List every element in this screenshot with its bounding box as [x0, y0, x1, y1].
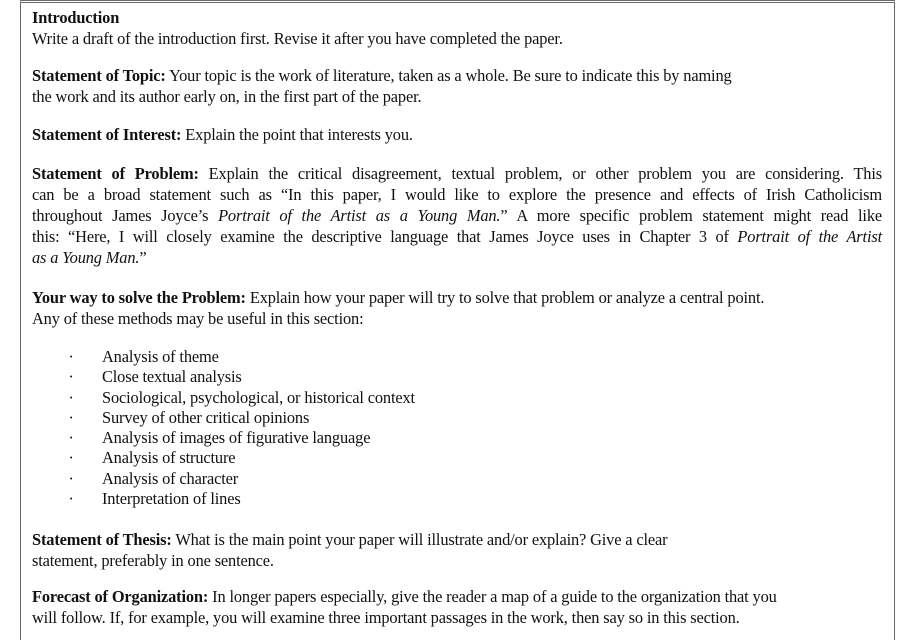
bullet-icon: ·: [68, 489, 74, 509]
forecast-of-organization-heading: Forecast of Organization:: [32, 587, 209, 607]
bullet-icon: ·: [68, 448, 74, 468]
method-label: Survey of other critical opinions: [102, 407, 310, 427]
method-label: Analysis of theme: [102, 347, 219, 366]
statement-of-thesis-text-line-1: What is the main point your paper will illustrate and/or explain? Give a clear: [175, 530, 668, 550]
statement-of-interest-text: Explain the point that interests you.: [185, 125, 413, 144]
introduction-heading: Introduction: [32, 8, 120, 27]
statement-of-problem-text-line-2: can be a broad statement such as “In this paper, I would like to explore the presence and effects of Irish Catholicism: [32, 185, 882, 204]
book-title-part-2: as a Young Man.: [32, 248, 140, 267]
bullet-icon: ·: [68, 387, 74, 407]
statement-of-problem-line-5-suffix: ”: [139, 248, 147, 267]
statement-of-topic-text-line-1: Your topic is the work of literature, taken as a whole. Be sure to indicate this by naming: [169, 66, 732, 85]
document-body: [32, 7, 882, 628]
method-label: Analysis of character: [102, 468, 239, 488]
statement-of-problem-heading: Statement of Problem:: [32, 164, 199, 183]
list-item: [32, 388, 882, 408]
bullet-icon: ·: [68, 428, 74, 448]
list-item: [32, 428, 882, 448]
way-to-solve-problem-heading: Your way to solve the Problem:: [32, 288, 246, 307]
statement-of-problem-section: [32, 163, 882, 268]
list-item: [32, 408, 882, 428]
statement-of-problem-line-3-suffix: ” A more specific problem statement might read like: [500, 206, 882, 225]
statement-of-problem-text-line-1: Explain the critical disagreement, textual problem, or other problem you are considering. This: [208, 164, 882, 183]
forecast-of-organization-text-line-1: In longer papers especially, give the reader a map of a guide to the organization that you: [212, 587, 777, 607]
bullet-icon: ·: [68, 407, 74, 427]
statement-of-topic-heading: Statement of Topic:: [32, 66, 166, 85]
statement-of-thesis-section: [32, 529, 882, 571]
forecast-of-organization-section: [32, 586, 882, 628]
list-item: [32, 347, 882, 367]
statement-of-thesis-text-line-2: statement, preferably in one sentence.: [32, 551, 274, 571]
forecast-of-organization-text-line-2: will follow. If, for example, you will examine three important passages in the work, then say so in this section.: [32, 608, 740, 628]
bullet-icon: ·: [68, 468, 74, 488]
statement-of-problem-line-3-prefix: throughout James Joyce’s: [32, 206, 219, 225]
statement-of-thesis-heading: Statement of Thesis:: [32, 530, 172, 550]
bullet-icon: ·: [68, 367, 74, 387]
introduction-text: Write a draft of the introduction first. Revise it after you have completed the paper.: [32, 29, 563, 48]
statement-of-interest-section: [32, 124, 882, 145]
statement-of-problem-text-line-5: [32, 247, 882, 268]
statement-of-topic-text-line-2: the work and its author early on, in the first part of the paper.: [32, 87, 422, 106]
way-to-solve-problem-text-line-1: Explain how your paper will try to solve that problem or analyze a central point.: [249, 288, 765, 307]
book-title: Portrait of the Artist as a Young Man.: [218, 206, 501, 225]
statement-of-interest-heading: Statement of Interest:: [32, 125, 182, 144]
book-title-part-1: Portrait of the Artist: [737, 227, 882, 246]
list-item: [32, 448, 882, 468]
list-item: [32, 489, 882, 509]
statement-of-problem-text-line-4: [32, 226, 882, 247]
bullet-icon: ·: [68, 347, 74, 366]
method-label: Analysis of structure: [102, 448, 236, 468]
statement-of-problem-text-line-3: [32, 205, 882, 226]
way-to-solve-problem-section: [32, 287, 882, 509]
method-label: Analysis of images of figurative language: [102, 428, 371, 448]
statement-of-problem-line-4-prefix: this: “Here, I will closely examine the descriptive language that James Joyce uses in Chapter 3 of: [32, 227, 738, 246]
list-item: [32, 367, 882, 387]
statement-of-topic-section: [32, 65, 882, 107]
methods-list: [32, 347, 882, 509]
way-to-solve-problem-text-line-2: Any of these methods may be useful in this section:: [32, 309, 364, 328]
method-label: Interpretation of lines: [102, 489, 241, 509]
introduction-section: [32, 7, 882, 49]
method-label: Close textual analysis: [102, 367, 242, 387]
list-item: [32, 469, 882, 489]
method-label: Sociological, psychological, or historical context: [102, 387, 415, 407]
